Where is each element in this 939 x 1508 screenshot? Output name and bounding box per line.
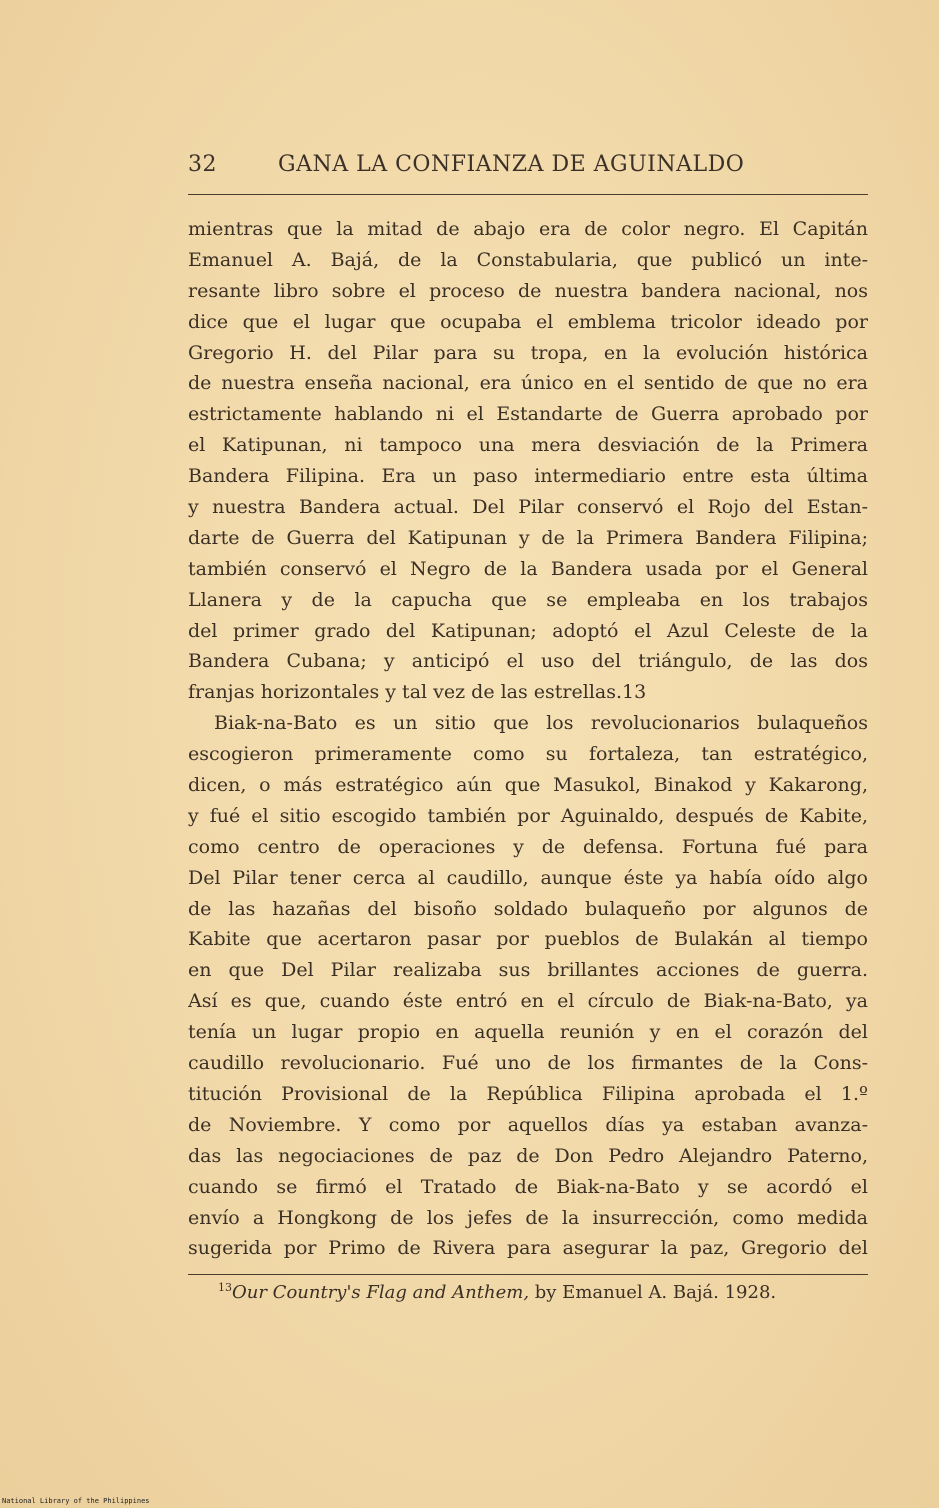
text-line: tenía un lugar propio en aquella reunión y en el corazón del xyxy=(188,1021,868,1044)
text-line: titución Provisional de la República Filipina aprobada el 1.º xyxy=(188,1082,868,1105)
text-line: mientras que la mitad de abajo era de color negro. El Capitán xyxy=(188,218,868,240)
text-line: de nuestra enseña nacional, era único en el sentido de que no era xyxy=(188,372,868,395)
footnote-marker: 13 xyxy=(218,1281,232,1294)
text-line: envío a Hongkong de los jefes de la insurrección, como medida xyxy=(188,1206,868,1229)
text-line: escogieron primeramente como su fortaleza, tan estratégico, xyxy=(188,743,868,766)
text-line: Biak-na-Bato es un sitio que los revolucionarios bulaqueños xyxy=(214,712,868,735)
text-line: sugerida por Primo de Rivera para asegurar la paz, Gregorio del xyxy=(188,1237,868,1260)
text-line: Gregorio H. del Pilar para su tropa, en la evolución histórica xyxy=(188,341,868,364)
text-line: de las hazañas del bisoño soldado bulaqueño por algunos de xyxy=(188,897,868,920)
text-line: Bandera Filipina. Era un paso intermediario entre esta última xyxy=(188,465,868,488)
body-text xyxy=(188,214,868,1264)
text-line: y nuestra Bandera actual. Del Pilar conservó el Rojo del Estan- xyxy=(188,496,868,519)
text-line: de Noviembre. Y como por aquellos días ya estaban avanza- xyxy=(188,1113,868,1136)
page-number: 32 xyxy=(188,152,217,177)
text-line: también conservó el Negro de la Bandera usada por el General xyxy=(188,557,868,580)
text-line: Así es que, cuando éste entró en el círculo de Biak-na-Bato, ya xyxy=(188,990,868,1013)
running-title: GANA LA CONFIANZA DE AGUINALDO xyxy=(278,152,745,177)
header-rule xyxy=(188,194,868,195)
text-line: resante libro sobre el proceso de nuestra bandera nacional, nos xyxy=(188,279,868,302)
library-credit: National Library of the Philippines xyxy=(2,1497,150,1505)
text-line: cuando se firmó el Tratado de Biak-na-Bato y se acordó el xyxy=(188,1175,868,1198)
text-line: dice que el lugar que ocupaba el emblema tricolor ideado por xyxy=(188,310,868,333)
text-line: el Katipunan, ni tampoco una mera desviación de la Primera xyxy=(188,434,868,457)
text-line: en que Del Pilar realizaba sus brillantes acciones de guerra. xyxy=(188,959,868,982)
running-header xyxy=(188,146,868,186)
footnote-work-title: Our Country's Flag and Anthem, xyxy=(232,1282,530,1303)
text-line: darte de Guerra del Katipunan y de la Primera Bandera Filipina; xyxy=(188,526,868,549)
text-line: Llanera y de la capucha que se empleaba en los trabajos xyxy=(188,588,868,611)
text-line: Kabite que acertaron pasar por pueblos de Bulakán al tiempo xyxy=(188,928,868,951)
text-line: estrictamente hablando ni el Estandarte de Guerra aprobado por xyxy=(188,403,868,426)
text-line: caudillo revolucionario. Fué uno de los firmantes de la Cons- xyxy=(188,1052,868,1075)
text-line: y fué el sitio escogido también por Aguinaldo, después de Kabite, xyxy=(188,804,868,827)
text-line: como centro de operaciones y de defensa. Fortuna fué para xyxy=(188,835,868,858)
footnote-citation: by Emanuel A. Bajá. 1928. xyxy=(529,1282,777,1303)
footnote xyxy=(218,1281,858,1303)
footnote-rule xyxy=(188,1274,868,1275)
text-line: das las negociaciones de paz de Don Pedro Alejandro Paterno, xyxy=(188,1144,868,1167)
text-line: Bandera Cubana; y anticipó el uso del triángulo, de las dos xyxy=(188,650,868,673)
text-line: dicen, o más estratégico aún que Masukol, Binakod y Kakarong, xyxy=(188,774,868,797)
text-line: Emanuel A. Bajá, de la Constabularia, que publicó un inte- xyxy=(188,248,868,271)
text-line: franjas horizontales y tal vez de las estrellas.13 xyxy=(188,681,647,704)
text-line: del primer grado del Katipunan; adoptó el Azul Celeste de la xyxy=(188,619,868,642)
text-line: Del Pilar tener cerca al caudillo, aunque éste ya había oído algo xyxy=(188,866,868,889)
